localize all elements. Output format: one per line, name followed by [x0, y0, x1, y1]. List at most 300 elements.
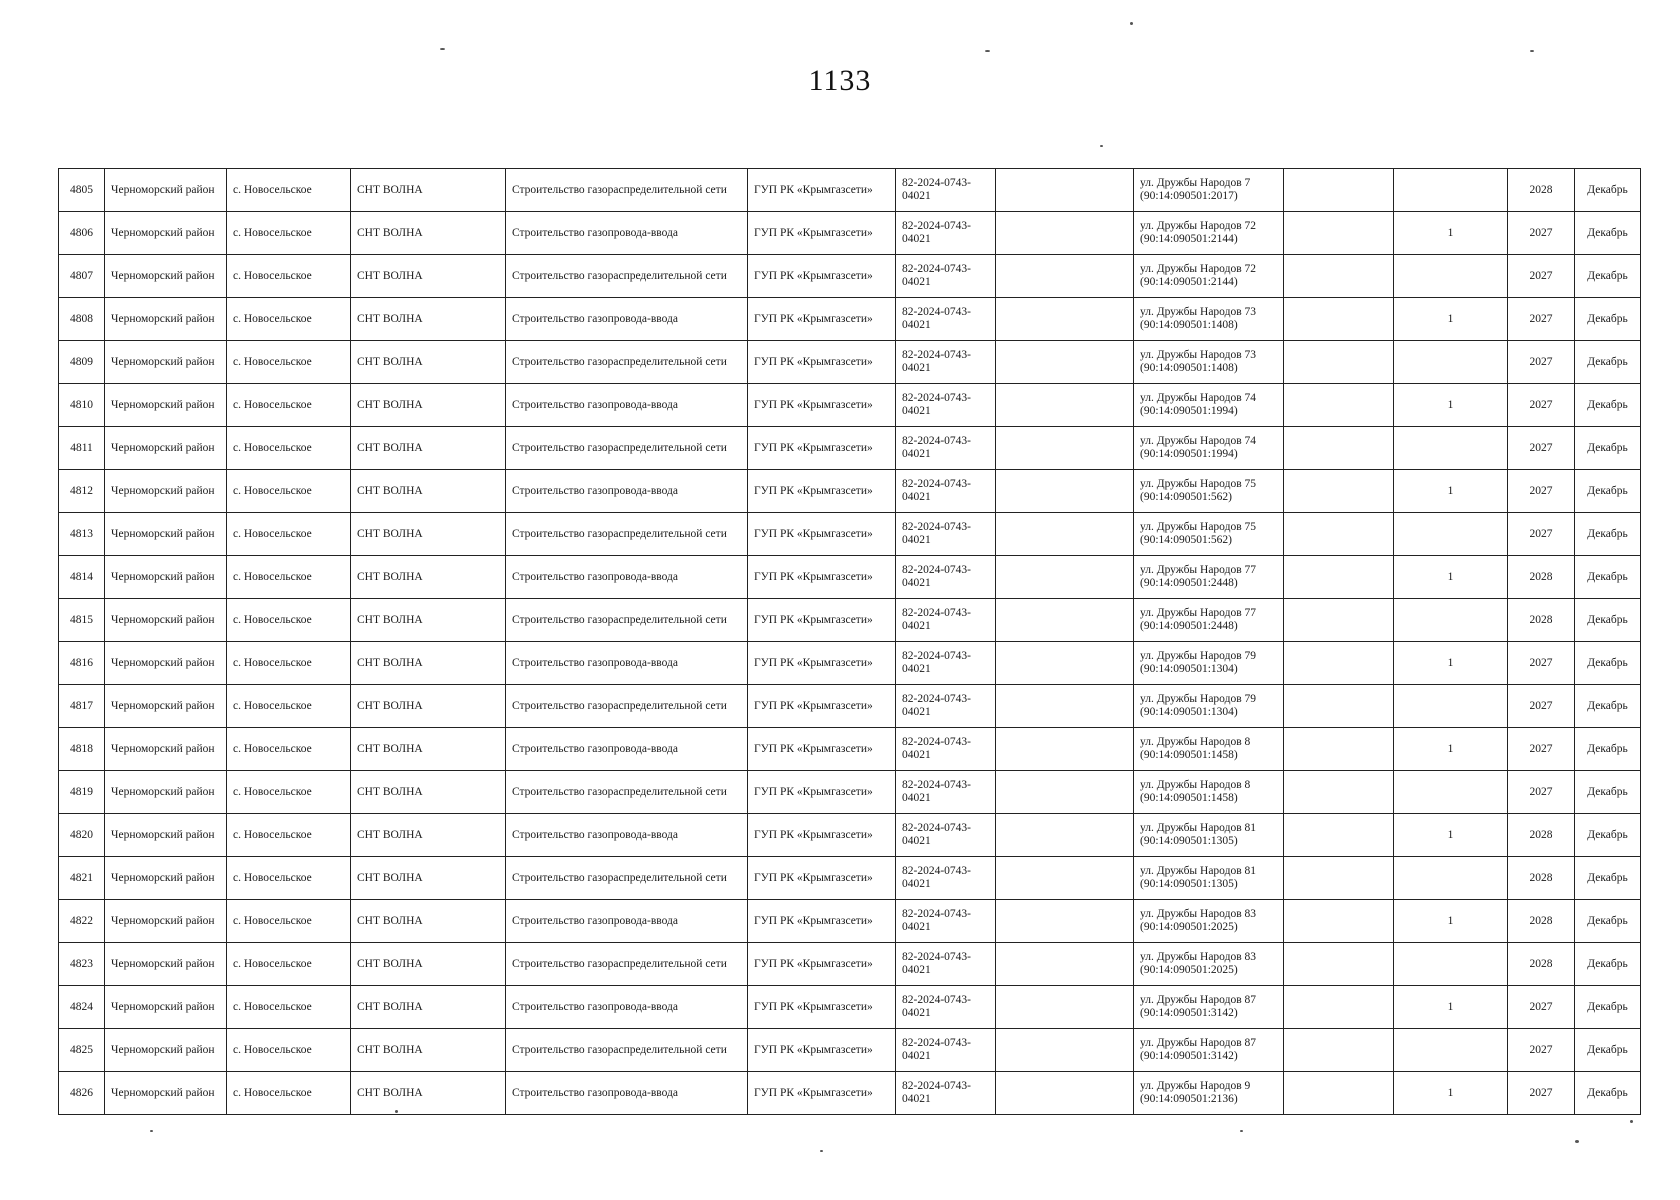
program-code-cell: 82-2024-0743-04021 [896, 728, 996, 771]
district-cell: Черноморский район [105, 771, 227, 814]
village-cell: с. Новосельское [227, 556, 351, 599]
table-row [59, 169, 1641, 212]
empty-cell [1284, 470, 1394, 513]
year-cell: 2027 [1508, 1072, 1575, 1115]
year-cell: 2027 [1508, 384, 1575, 427]
count-cell: 1 [1394, 1072, 1508, 1115]
year-cell: 2028 [1508, 943, 1575, 986]
snt-cell: СНТ ВОЛНА [351, 513, 506, 556]
row-number: 4818 [59, 728, 105, 771]
empty-cell [996, 255, 1134, 298]
work-type-cell: Строительство газораспределительной сети [506, 685, 748, 728]
district-cell: Черноморский район [105, 556, 227, 599]
table-body [59, 169, 1641, 1115]
village-cell: с. Новосельское [227, 1072, 351, 1115]
month-cell: Декабрь [1575, 1029, 1641, 1072]
organization-cell: ГУП РК «Крымгазсети» [748, 1029, 896, 1072]
empty-cell [1284, 943, 1394, 986]
organization-cell: ГУП РК «Крымгазсети» [748, 556, 896, 599]
organization-cell: ГУП РК «Крымгазсети» [748, 427, 896, 470]
program-code-cell: 82-2024-0743-04021 [896, 642, 996, 685]
year-cell: 2027 [1508, 255, 1575, 298]
year-cell: 2027 [1508, 513, 1575, 556]
count-cell: 1 [1394, 556, 1508, 599]
organization-cell: ГУП РК «Крымгазсети» [748, 341, 896, 384]
work-type-cell: Строительство газопровода-ввода [506, 212, 748, 255]
work-type-cell: Строительство газопровода-ввода [506, 298, 748, 341]
row-number: 4813 [59, 513, 105, 556]
program-code-cell: 82-2024-0743-04021 [896, 470, 996, 513]
address-cell: ул. Дружбы Народов 73 (90:14:090501:1408) [1134, 341, 1284, 384]
work-type-cell: Строительство газопровода-ввода [506, 900, 748, 943]
snt-cell: СНТ ВОЛНА [351, 212, 506, 255]
year-cell: 2027 [1508, 298, 1575, 341]
empty-cell [996, 814, 1134, 857]
snt-cell: СНТ ВОЛНА [351, 169, 506, 212]
table-row [59, 599, 1641, 642]
table-row [59, 341, 1641, 384]
organization-cell: ГУП РК «Крымгазсети» [748, 986, 896, 1029]
work-type-cell: Строительство газораспределительной сети [506, 255, 748, 298]
table-row [59, 900, 1641, 943]
district-cell: Черноморский район [105, 298, 227, 341]
program-code-cell: 82-2024-0743-04021 [896, 384, 996, 427]
organization-cell: ГУП РК «Крымгазсети» [748, 857, 896, 900]
address-cell: ул. Дружбы Народов 72 (90:14:090501:2144) [1134, 255, 1284, 298]
table-row [59, 728, 1641, 771]
row-number: 4809 [59, 341, 105, 384]
table-row [59, 1072, 1641, 1115]
table-row [59, 642, 1641, 685]
count-cell: 1 [1394, 470, 1508, 513]
empty-cell [996, 212, 1134, 255]
year-cell: 2028 [1508, 814, 1575, 857]
empty-cell [996, 943, 1134, 986]
program-code-cell: 82-2024-0743-04021 [896, 814, 996, 857]
year-cell: 2028 [1508, 169, 1575, 212]
snt-cell: СНТ ВОЛНА [351, 814, 506, 857]
row-number: 4812 [59, 470, 105, 513]
month-cell: Декабрь [1575, 986, 1641, 1029]
month-cell: Декабрь [1575, 943, 1641, 986]
year-cell: 2027 [1508, 1029, 1575, 1072]
address-cell: ул. Дружбы Народов 81 (90:14:090501:1305) [1134, 857, 1284, 900]
work-type-cell: Строительство газопровода-ввода [506, 470, 748, 513]
row-number: 4815 [59, 599, 105, 642]
year-cell: 2027 [1508, 986, 1575, 1029]
month-cell: Декабрь [1575, 427, 1641, 470]
organization-cell: ГУП РК «Крымгазсети» [748, 1072, 896, 1115]
program-code-cell: 82-2024-0743-04021 [896, 857, 996, 900]
row-number: 4814 [59, 556, 105, 599]
empty-cell [1284, 685, 1394, 728]
address-cell: ул. Дружбы Народов 83 (90:14:090501:2025) [1134, 943, 1284, 986]
address-cell: ул. Дружбы Народов 9 (90:14:090501:2136) [1134, 1072, 1284, 1115]
empty-cell [996, 513, 1134, 556]
work-type-cell: Строительство газораспределительной сети [506, 169, 748, 212]
row-number: 4824 [59, 986, 105, 1029]
row-number: 4821 [59, 857, 105, 900]
empty-cell [996, 642, 1134, 685]
empty-cell [1284, 556, 1394, 599]
month-cell: Декабрь [1575, 556, 1641, 599]
row-number: 4805 [59, 169, 105, 212]
organization-cell: ГУП РК «Крымгазсети» [748, 771, 896, 814]
district-cell: Черноморский район [105, 384, 227, 427]
month-cell: Декабрь [1575, 728, 1641, 771]
organization-cell: ГУП РК «Крымгазсети» [748, 212, 896, 255]
district-cell: Черноморский район [105, 943, 227, 986]
empty-cell [1284, 341, 1394, 384]
table-row [59, 513, 1641, 556]
snt-cell: СНТ ВОЛНА [351, 857, 506, 900]
count-cell: 1 [1394, 814, 1508, 857]
empty-cell [996, 857, 1134, 900]
snt-cell: СНТ ВОЛНА [351, 384, 506, 427]
village-cell: с. Новосельское [227, 728, 351, 771]
organization-cell: ГУП РК «Крымгазсети» [748, 255, 896, 298]
empty-cell [1284, 599, 1394, 642]
month-cell: Декабрь [1575, 513, 1641, 556]
program-code-cell: 82-2024-0743-04021 [896, 1072, 996, 1115]
empty-cell [1284, 169, 1394, 212]
snt-cell: СНТ ВОЛНА [351, 900, 506, 943]
month-cell: Декабрь [1575, 384, 1641, 427]
program-code-cell: 82-2024-0743-04021 [896, 513, 996, 556]
count-cell [1394, 943, 1508, 986]
count-cell [1394, 771, 1508, 814]
count-cell [1394, 685, 1508, 728]
year-cell: 2027 [1508, 642, 1575, 685]
empty-cell [1284, 1072, 1394, 1115]
empty-cell [996, 470, 1134, 513]
count-cell [1394, 513, 1508, 556]
district-cell: Черноморский район [105, 212, 227, 255]
count-cell: 1 [1394, 212, 1508, 255]
address-cell: ул. Дружбы Народов 77 (90:14:090501:2448) [1134, 556, 1284, 599]
district-cell: Черноморский район [105, 1029, 227, 1072]
district-cell: Черноморский район [105, 513, 227, 556]
village-cell: с. Новосельское [227, 427, 351, 470]
table-row [59, 556, 1641, 599]
month-cell: Декабрь [1575, 212, 1641, 255]
district-cell: Черноморский район [105, 900, 227, 943]
snt-cell: СНТ ВОЛНА [351, 986, 506, 1029]
empty-cell [1284, 427, 1394, 470]
empty-cell [996, 169, 1134, 212]
table-row [59, 427, 1641, 470]
address-cell: ул. Дружбы Народов 75 (90:14:090501:562) [1134, 513, 1284, 556]
work-type-cell: Строительство газораспределительной сети [506, 943, 748, 986]
year-cell: 2028 [1508, 900, 1575, 943]
count-cell: 1 [1394, 986, 1508, 1029]
snt-cell: СНТ ВОЛНА [351, 1072, 506, 1115]
month-cell: Декабрь [1575, 255, 1641, 298]
organization-cell: ГУП РК «Крымгазсети» [748, 599, 896, 642]
table-row [59, 814, 1641, 857]
village-cell: с. Новосельское [227, 169, 351, 212]
program-code-cell: 82-2024-0743-04021 [896, 986, 996, 1029]
year-cell: 2027 [1508, 771, 1575, 814]
empty-cell [996, 728, 1134, 771]
address-cell: ул. Дружбы Народов 8 (90:14:090501:1458) [1134, 771, 1284, 814]
program-code-cell: 82-2024-0743-04021 [896, 900, 996, 943]
table-row [59, 685, 1641, 728]
row-number: 4819 [59, 771, 105, 814]
village-cell: с. Новосельское [227, 212, 351, 255]
district-cell: Черноморский район [105, 685, 227, 728]
work-type-cell: Строительство газораспределительной сети [506, 513, 748, 556]
count-cell: 1 [1394, 298, 1508, 341]
empty-cell [996, 599, 1134, 642]
snt-cell: СНТ ВОЛНА [351, 943, 506, 986]
month-cell: Декабрь [1575, 599, 1641, 642]
empty-cell [996, 900, 1134, 943]
row-number: 4816 [59, 642, 105, 685]
count-cell [1394, 169, 1508, 212]
month-cell: Декабрь [1575, 685, 1641, 728]
month-cell: Декабрь [1575, 814, 1641, 857]
address-cell: ул. Дружбы Народов 83 (90:14:090501:2025) [1134, 900, 1284, 943]
work-type-cell: Строительство газопровода-ввода [506, 556, 748, 599]
organization-cell: ГУП РК «Крымгазсети» [748, 513, 896, 556]
year-cell: 2027 [1508, 427, 1575, 470]
district-cell: Черноморский район [105, 728, 227, 771]
organization-cell: ГУП РК «Крымгазсети» [748, 685, 896, 728]
work-type-cell: Строительство газопровода-ввода [506, 642, 748, 685]
address-cell: ул. Дружбы Народов 74 (90:14:090501:1994) [1134, 384, 1284, 427]
program-code-cell: 82-2024-0743-04021 [896, 341, 996, 384]
work-type-cell: Строительство газораспределительной сети [506, 341, 748, 384]
empty-cell [996, 384, 1134, 427]
empty-cell [996, 427, 1134, 470]
empty-cell [1284, 212, 1394, 255]
snt-cell: СНТ ВОЛНА [351, 599, 506, 642]
month-cell: Декабрь [1575, 642, 1641, 685]
program-code-cell: 82-2024-0743-04021 [896, 771, 996, 814]
organization-cell: ГУП РК «Крымгазсети» [748, 642, 896, 685]
district-cell: Черноморский район [105, 169, 227, 212]
work-type-cell: Строительство газопровода-ввода [506, 814, 748, 857]
organization-cell: ГУП РК «Крымгазсети» [748, 169, 896, 212]
program-code-cell: 82-2024-0743-04021 [896, 212, 996, 255]
empty-cell [996, 1072, 1134, 1115]
empty-cell [1284, 986, 1394, 1029]
district-cell: Черноморский район [105, 427, 227, 470]
count-cell [1394, 341, 1508, 384]
village-cell: с. Новосельское [227, 341, 351, 384]
year-cell: 2028 [1508, 857, 1575, 900]
district-cell: Черноморский район [105, 1072, 227, 1115]
count-cell: 1 [1394, 900, 1508, 943]
village-cell: с. Новосельское [227, 513, 351, 556]
organization-cell: ГУП РК «Крымгазсети» [748, 900, 896, 943]
empty-cell [996, 341, 1134, 384]
count-cell [1394, 599, 1508, 642]
address-cell: ул. Дружбы Народов 87 (90:14:090501:3142) [1134, 986, 1284, 1029]
district-cell: Черноморский район [105, 857, 227, 900]
table-row [59, 212, 1641, 255]
empty-cell [996, 685, 1134, 728]
empty-cell [1284, 1029, 1394, 1072]
district-cell: Черноморский район [105, 986, 227, 1029]
program-code-cell: 82-2024-0743-04021 [896, 427, 996, 470]
month-cell: Декабрь [1575, 900, 1641, 943]
month-cell: Декабрь [1575, 470, 1641, 513]
month-cell: Декабрь [1575, 341, 1641, 384]
month-cell: Декабрь [1575, 857, 1641, 900]
work-type-cell: Строительство газопровода-ввода [506, 384, 748, 427]
snt-cell: СНТ ВОЛНА [351, 341, 506, 384]
address-cell: ул. Дружбы Народов 74 (90:14:090501:1994) [1134, 427, 1284, 470]
empty-cell [1284, 298, 1394, 341]
year-cell: 2027 [1508, 728, 1575, 771]
organization-cell: ГУП РК «Крымгазсети» [748, 298, 896, 341]
organization-cell: ГУП РК «Крымгазсети» [748, 728, 896, 771]
address-cell: ул. Дружбы Народов 79 (90:14:090501:1304) [1134, 685, 1284, 728]
work-type-cell: Строительство газопровода-ввода [506, 728, 748, 771]
village-cell: с. Новосельское [227, 771, 351, 814]
program-code-cell: 82-2024-0743-04021 [896, 1029, 996, 1072]
snt-cell: СНТ ВОЛНА [351, 728, 506, 771]
year-cell: 2027 [1508, 341, 1575, 384]
row-number: 4811 [59, 427, 105, 470]
village-cell: с. Новосельское [227, 384, 351, 427]
work-type-cell: Строительство газопровода-ввода [506, 1072, 748, 1115]
village-cell: с. Новосельское [227, 298, 351, 341]
row-number: 4822 [59, 900, 105, 943]
work-type-cell: Строительство газораспределительной сети [506, 427, 748, 470]
work-type-cell: Строительство газораспределительной сети [506, 857, 748, 900]
district-cell: Черноморский район [105, 642, 227, 685]
row-number: 4820 [59, 814, 105, 857]
snt-cell: СНТ ВОЛНА [351, 427, 506, 470]
empty-cell [1284, 728, 1394, 771]
district-cell: Черноморский район [105, 599, 227, 642]
address-cell: ул. Дружбы Народов 81 (90:14:090501:1305) [1134, 814, 1284, 857]
table-row [59, 298, 1641, 341]
empty-cell [996, 298, 1134, 341]
snt-cell: СНТ ВОЛНА [351, 642, 506, 685]
empty-cell [1284, 513, 1394, 556]
work-type-cell: Строительство газораспределительной сети [506, 1029, 748, 1072]
address-cell: ул. Дружбы Народов 8 (90:14:090501:1458) [1134, 728, 1284, 771]
village-cell: с. Новосельское [227, 255, 351, 298]
program-code-cell: 82-2024-0743-04021 [896, 255, 996, 298]
organization-cell: ГУП РК «Крымгазсети» [748, 384, 896, 427]
work-type-cell: Строительство газораспределительной сети [506, 771, 748, 814]
snt-cell: СНТ ВОЛНА [351, 1029, 506, 1072]
empty-cell [1284, 771, 1394, 814]
count-cell [1394, 427, 1508, 470]
count-cell: 1 [1394, 728, 1508, 771]
program-code-cell: 82-2024-0743-04021 [896, 943, 996, 986]
table-row [59, 943, 1641, 986]
table-row [59, 1029, 1641, 1072]
program-code-cell: 82-2024-0743-04021 [896, 599, 996, 642]
row-number: 4806 [59, 212, 105, 255]
register-table [58, 168, 1641, 1115]
year-cell: 2028 [1508, 556, 1575, 599]
empty-cell [996, 1029, 1134, 1072]
program-code-cell: 82-2024-0743-04021 [896, 298, 996, 341]
table-row [59, 986, 1641, 1029]
program-code-cell: 82-2024-0743-04021 [896, 685, 996, 728]
table-row [59, 384, 1641, 427]
program-code-cell: 82-2024-0743-04021 [896, 169, 996, 212]
count-cell [1394, 255, 1508, 298]
village-cell: с. Новосельское [227, 599, 351, 642]
row-number: 4807 [59, 255, 105, 298]
organization-cell: ГУП РК «Крымгазсети» [748, 814, 896, 857]
snt-cell: СНТ ВОЛНА [351, 685, 506, 728]
row-number: 4817 [59, 685, 105, 728]
count-cell [1394, 1029, 1508, 1072]
address-cell: ул. Дружбы Народов 79 (90:14:090501:1304) [1134, 642, 1284, 685]
snt-cell: СНТ ВОЛНА [351, 470, 506, 513]
village-cell: с. Новосельское [227, 470, 351, 513]
register-table-container [58, 168, 1640, 1115]
empty-cell [1284, 642, 1394, 685]
village-cell: с. Новосельское [227, 943, 351, 986]
table-row [59, 857, 1641, 900]
work-type-cell: Строительство газопровода-ввода [506, 986, 748, 1029]
empty-cell [996, 986, 1134, 1029]
empty-cell [1284, 814, 1394, 857]
year-cell: 2028 [1508, 599, 1575, 642]
organization-cell: ГУП РК «Крымгазсети» [748, 470, 896, 513]
snt-cell: СНТ ВОЛНА [351, 255, 506, 298]
month-cell: Декабрь [1575, 1072, 1641, 1115]
table-row [59, 771, 1641, 814]
snt-cell: СНТ ВОЛНА [351, 556, 506, 599]
row-number: 4826 [59, 1072, 105, 1115]
snt-cell: СНТ ВОЛНА [351, 771, 506, 814]
empty-cell [996, 556, 1134, 599]
month-cell: Декабрь [1575, 771, 1641, 814]
empty-cell [1284, 384, 1394, 427]
month-cell: Декабрь [1575, 298, 1641, 341]
village-cell: с. Новосельское [227, 1029, 351, 1072]
row-number: 4823 [59, 943, 105, 986]
address-cell: ул. Дружбы Народов 75 (90:14:090501:562) [1134, 470, 1284, 513]
district-cell: Черноморский район [105, 255, 227, 298]
empty-cell [1284, 857, 1394, 900]
address-cell: ул. Дружбы Народов 7 (90:14:090501:2017) [1134, 169, 1284, 212]
village-cell: с. Новосельское [227, 986, 351, 1029]
work-type-cell: Строительство газораспределительной сети [506, 599, 748, 642]
snt-cell: СНТ ВОЛНА [351, 298, 506, 341]
year-cell: 2027 [1508, 470, 1575, 513]
row-number: 4808 [59, 298, 105, 341]
row-number: 4825 [59, 1029, 105, 1072]
table-row [59, 255, 1641, 298]
month-cell: Декабрь [1575, 169, 1641, 212]
program-code-cell: 82-2024-0743-04021 [896, 556, 996, 599]
year-cell: 2027 [1508, 685, 1575, 728]
year-cell: 2027 [1508, 212, 1575, 255]
organization-cell: ГУП РК «Крымгазсети» [748, 943, 896, 986]
village-cell: с. Новосельское [227, 900, 351, 943]
empty-cell [1284, 255, 1394, 298]
address-cell: ул. Дружбы Народов 73 (90:14:090501:1408) [1134, 298, 1284, 341]
row-number: 4810 [59, 384, 105, 427]
district-cell: Черноморский район [105, 470, 227, 513]
count-cell: 1 [1394, 384, 1508, 427]
village-cell: с. Новосельское [227, 857, 351, 900]
village-cell: с. Новосельское [227, 814, 351, 857]
empty-cell [996, 771, 1134, 814]
